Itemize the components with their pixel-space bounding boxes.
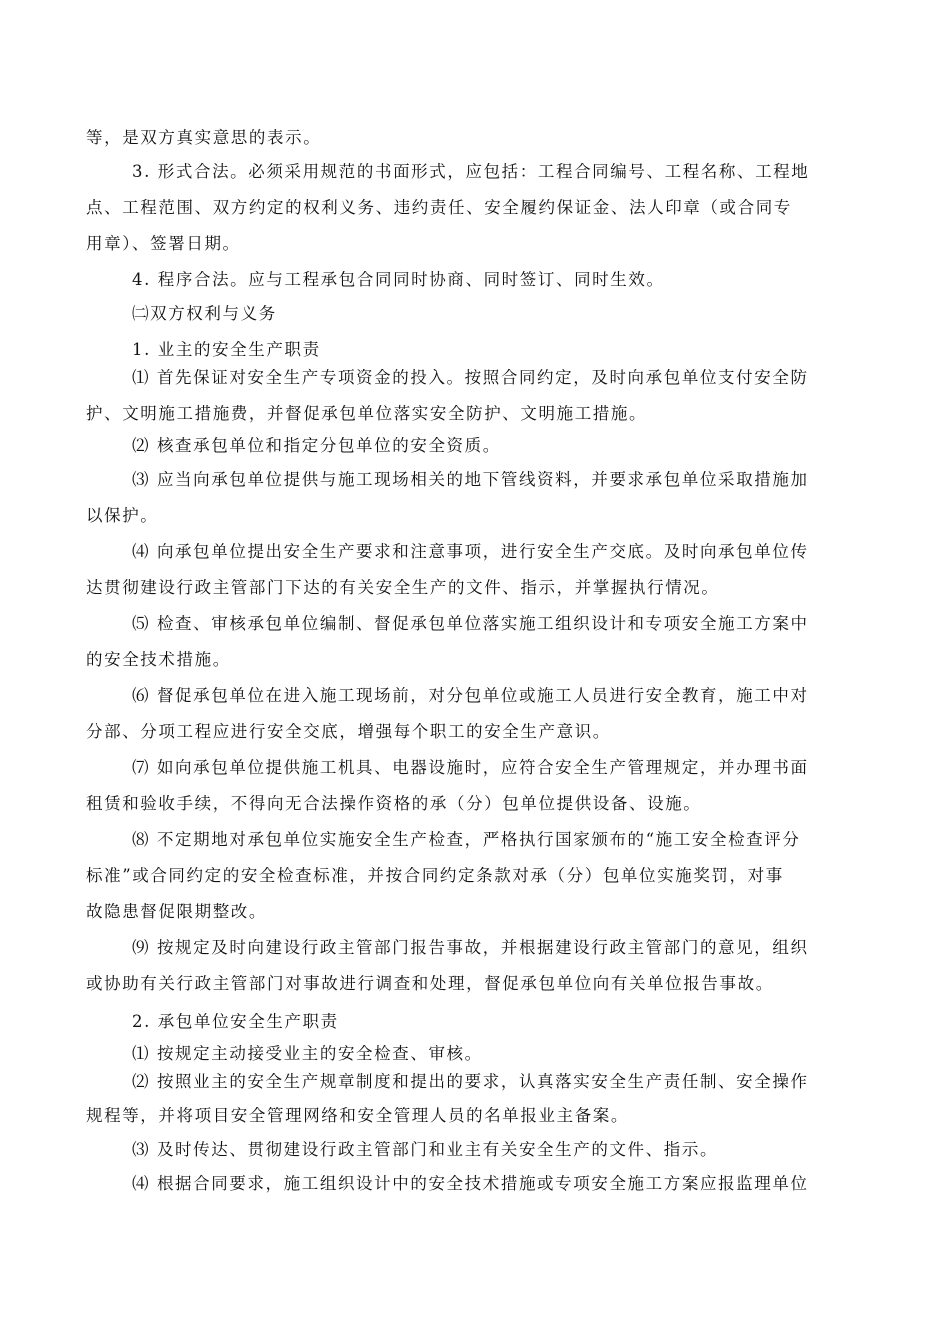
- text-line: ⑺ 如向承包单位提供施工机具、电器设施时，应符合安全生产管理规定，并办理书面: [132, 758, 809, 777]
- text-line: 点、工程范围、双方约定的权利义务、违约责任、安全履约保证金、法人印章（或合同专: [86, 198, 792, 217]
- text-line: 以保护。: [86, 506, 159, 525]
- text-line: ⑻ 不定期地对承包单位实施安全生产检查，严格执行国家颁布的“施工安全检查评分: [132, 830, 801, 849]
- text-line: ⑶ 及时传达、贯彻建设行政主管部门和业主有关安全生产的文件、指示。: [132, 1140, 719, 1159]
- text-line: 达贯彻建设行政主管部门下达的有关安全生产的文件、指示，并掌握执行情况。: [86, 578, 720, 597]
- subsection-heading: 2. 承包单位安全生产职责: [132, 1012, 339, 1031]
- subsection-heading: 1. 业主的安全生产职责: [132, 340, 321, 359]
- text-line: ⑴ 按规定主动接受业主的安全检查、审核。: [132, 1044, 483, 1063]
- section-heading: ㈡双方权利与义务: [132, 304, 277, 323]
- text-line: 4. 程序合法。应与工程承包合同同时协商、同时签订、同时生效。: [132, 270, 665, 289]
- text-line: 或协助有关行政主管部门对事故进行调查和处理，督促承包单位向有关单位报告事故。: [86, 974, 774, 993]
- text-line: ⑴ 首先保证对安全生产专项资金的投入。按照合同约定，及时向承包单位支付安全防: [132, 368, 809, 387]
- text-line: ⑸ 检查、审核承包单位编制、督促承包单位落实施工组织设计和专项安全施工方案中: [132, 614, 809, 633]
- text-line: 租赁和验收手续，不得向无合法操作资格的承（分）包单位提供设备、设施。: [86, 794, 702, 813]
- text-line: 的安全技术措施。: [86, 650, 231, 669]
- text-line: ⑶ 应当向承包单位提供与施工现场相关的地下管线资料，并要求承包单位采取措施加: [132, 470, 809, 489]
- text-line: 等，是双方真实意思的表示。: [86, 128, 322, 147]
- text-line: 3. 形式合法。必须采用规范的书面形式，应包括：工程合同编号、工程名称、工程地: [132, 162, 810, 181]
- text-line: ⑼ 按规定及时向建设行政主管部门报告事故，并根据建设行政主管部门的意见，组织: [132, 938, 809, 957]
- text-line: ⑵ 核查承包单位和指定分包单位的安全资质。: [132, 436, 501, 455]
- text-line: 标准”或合同约定的安全检查标准，并按合同约定条款对承（分）包单位实施奖罚，对事: [86, 866, 784, 885]
- text-line: 故隐患督促限期整改。: [86, 902, 267, 921]
- text-line: 护、文明施工措施费，并督促承包单位落实安全防护、文明施工措施。: [86, 404, 648, 423]
- text-line: 分部、分项工程应进行安全交底，增强每个职工的安全生产意识。: [86, 722, 611, 741]
- text-line: 用章）、签署日期。: [86, 234, 241, 253]
- text-line: ⑷ 根据合同要求，施工组织设计中的安全技术措施或专项安全施工方案应报监理单位: [132, 1174, 809, 1193]
- text-line: ⑵ 按照业主的安全生产规章制度和提出的要求，认真落实安全生产责任制、安全操作: [132, 1072, 809, 1091]
- text-line: 规程等，并将项目安全管理网络和安全管理人员的名单报业主备案。: [86, 1106, 629, 1125]
- text-line: ⑷ 向承包单位提出安全生产要求和注意事项，进行安全生产交底。及时向承包单位传: [132, 542, 809, 561]
- text-line: ⑹ 督促承包单位在进入施工现场前，对分包单位或施工人员进行安全教育，施工中对: [132, 686, 809, 705]
